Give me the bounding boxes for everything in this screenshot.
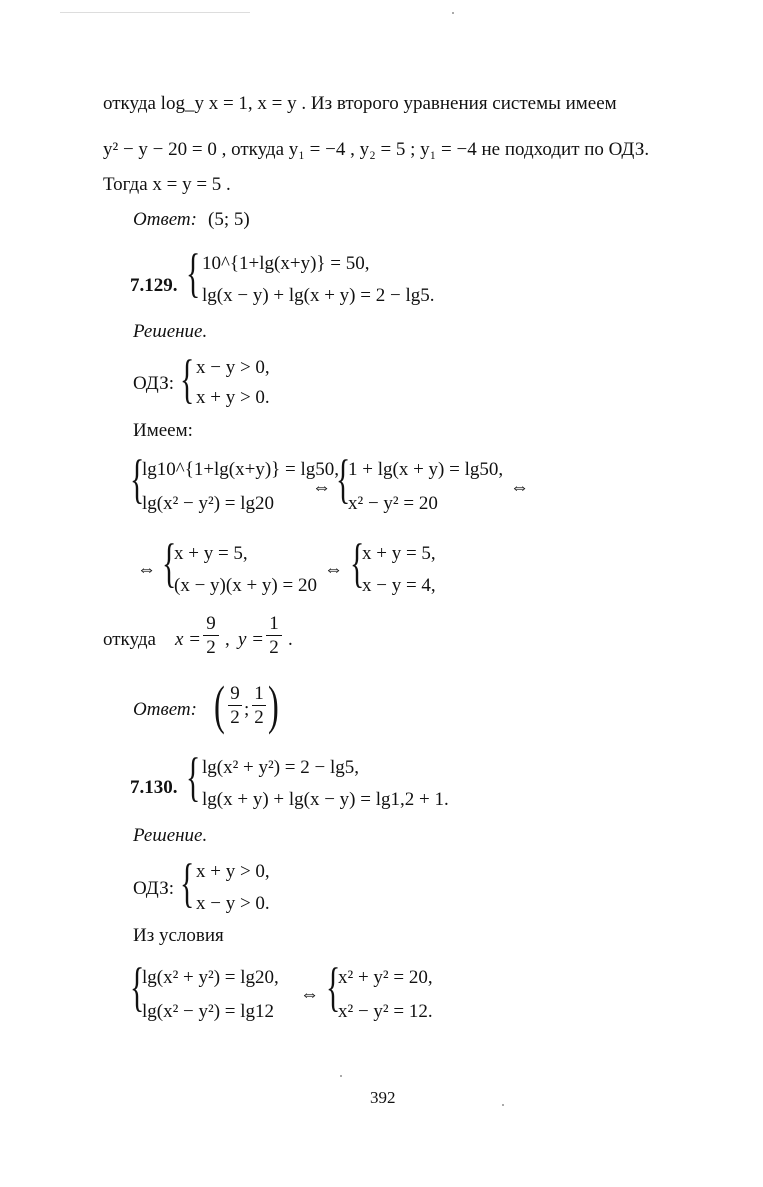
system-row: x − y = 4, xyxy=(362,575,436,596)
system-row: lg(x² − y²) = lg20 xyxy=(142,493,275,514)
answer-fraction-y xyxy=(252,684,266,727)
system-row: x − y > 0, xyxy=(196,357,270,378)
intro-line-2: y² − y − 20 = 0 , откуда y₁ = −4 , y₂ = 5 ; y₁ = −4 не подходит по ОДЗ. xyxy=(103,139,650,160)
right-paren-icon: ) xyxy=(268,675,279,735)
system-step-1 xyxy=(130,957,320,1024)
odz-label: ОДЗ: xyxy=(133,373,175,394)
answer-label: Ответ: xyxy=(133,209,197,230)
system-row: lg(x + y) + lg(x − y) = lg1,2 + 1. xyxy=(202,789,449,810)
answer-fraction-x xyxy=(228,684,242,727)
brace-icon: { xyxy=(180,853,195,913)
equivalence-arrow: ⇔ xyxy=(137,559,156,580)
separator: ; xyxy=(244,699,250,720)
fraction-x xyxy=(203,614,219,657)
system-step-2 xyxy=(326,957,486,1024)
odz-system xyxy=(180,853,320,916)
solution-label: Решение. xyxy=(133,825,208,846)
problem-system xyxy=(186,747,486,810)
denominator: 2 xyxy=(206,637,216,658)
brace-icon: { xyxy=(180,349,195,409)
period: . xyxy=(288,629,293,650)
have-label: Имеем: xyxy=(133,420,193,441)
system-row: lg(x² − y²) = lg12 xyxy=(142,1001,275,1022)
system-row: x + y > 0. xyxy=(196,387,270,408)
equivalence-arrow: ⇔ xyxy=(324,559,343,580)
system-row: x − y > 0. xyxy=(196,893,270,914)
solution-label: Решение. xyxy=(133,321,208,342)
system-row: x + y > 0, xyxy=(196,861,270,882)
equivalence-arrow: ⇔ xyxy=(312,477,331,498)
brace-icon: { xyxy=(186,243,201,303)
odz-system xyxy=(180,349,320,412)
from-condition-label: Из условия xyxy=(133,925,224,946)
y-equals: y = xyxy=(238,629,265,650)
brace-icon: { xyxy=(350,533,365,593)
intro-line-3: Тогда x = y = 5 . xyxy=(103,174,231,195)
system-step-1 xyxy=(130,449,340,516)
system-row: 10^{1+lg(x+y)} = 50, xyxy=(202,253,370,274)
left-paren-icon: ( xyxy=(214,675,225,735)
denominator: 2 xyxy=(230,707,240,728)
fraction-y xyxy=(266,614,282,657)
system-row: x + y = 5, xyxy=(362,543,436,564)
system-step-4 xyxy=(350,533,470,600)
system-row: lg(x² + y²) = lg20, xyxy=(142,967,279,988)
problem-system xyxy=(186,243,486,306)
scan-artifact xyxy=(340,1075,342,1077)
problem-number: 7.130. xyxy=(130,777,178,798)
system-row: x² + y² = 20, xyxy=(338,967,433,988)
answer-label: Ответ: xyxy=(133,699,197,720)
numerator: 1 xyxy=(254,683,264,704)
system-row: (x − y)(x + y) = 20 xyxy=(174,575,317,596)
odz-label: ОДЗ: xyxy=(133,878,175,899)
problem-number: 7.129. xyxy=(130,275,178,296)
system-step-3 xyxy=(162,533,337,600)
system-row: 1 + lg(x + y) = lg50, xyxy=(348,459,504,480)
brace-icon: { xyxy=(336,449,351,509)
denominator: 2 xyxy=(269,637,279,658)
numerator: 1 xyxy=(269,613,279,634)
equivalence-arrow: ⇔ xyxy=(300,984,319,1005)
system-row: lg10^{1+lg(x+y)} = lg50, xyxy=(142,459,340,480)
scan-artifact xyxy=(60,12,250,13)
system-row: lg(x − y) + lg(x + y) = 2 − lg5. xyxy=(202,285,435,306)
system-row: lg(x² + y²) = 2 − lg5, xyxy=(202,757,360,778)
brace-icon: { xyxy=(130,449,145,509)
system-row: x² − y² = 12. xyxy=(338,1001,433,1022)
x-equals: x = xyxy=(175,629,202,650)
brace-icon: { xyxy=(130,957,145,1017)
comma: , xyxy=(225,629,230,650)
numerator: 9 xyxy=(230,683,240,704)
intro-line-1: откуда log_y x = 1, x = y . Из второго уравнения системы имеем xyxy=(103,93,617,114)
scan-artifact xyxy=(502,1104,504,1106)
numerator: 9 xyxy=(206,613,216,634)
brace-icon: { xyxy=(162,533,177,593)
page-number: 392 xyxy=(370,1088,396,1107)
equivalence-arrow: ⇔ xyxy=(510,477,529,498)
brace-icon: { xyxy=(326,957,341,1017)
system-row: x + y = 5, xyxy=(174,543,248,564)
whence-label: откуда xyxy=(103,629,156,650)
denominator: 2 xyxy=(254,707,264,728)
brace-icon: { xyxy=(186,747,201,807)
system-row: x² − y² = 20 xyxy=(348,493,438,514)
system-step-2 xyxy=(336,449,526,516)
answer-value: (5; 5) xyxy=(208,209,250,230)
scan-artifact xyxy=(452,12,454,14)
